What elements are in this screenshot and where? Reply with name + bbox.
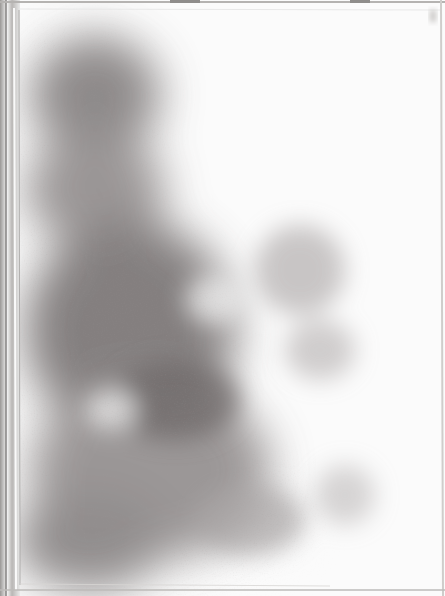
sleeve-left-edge: [0, 0, 20, 596]
